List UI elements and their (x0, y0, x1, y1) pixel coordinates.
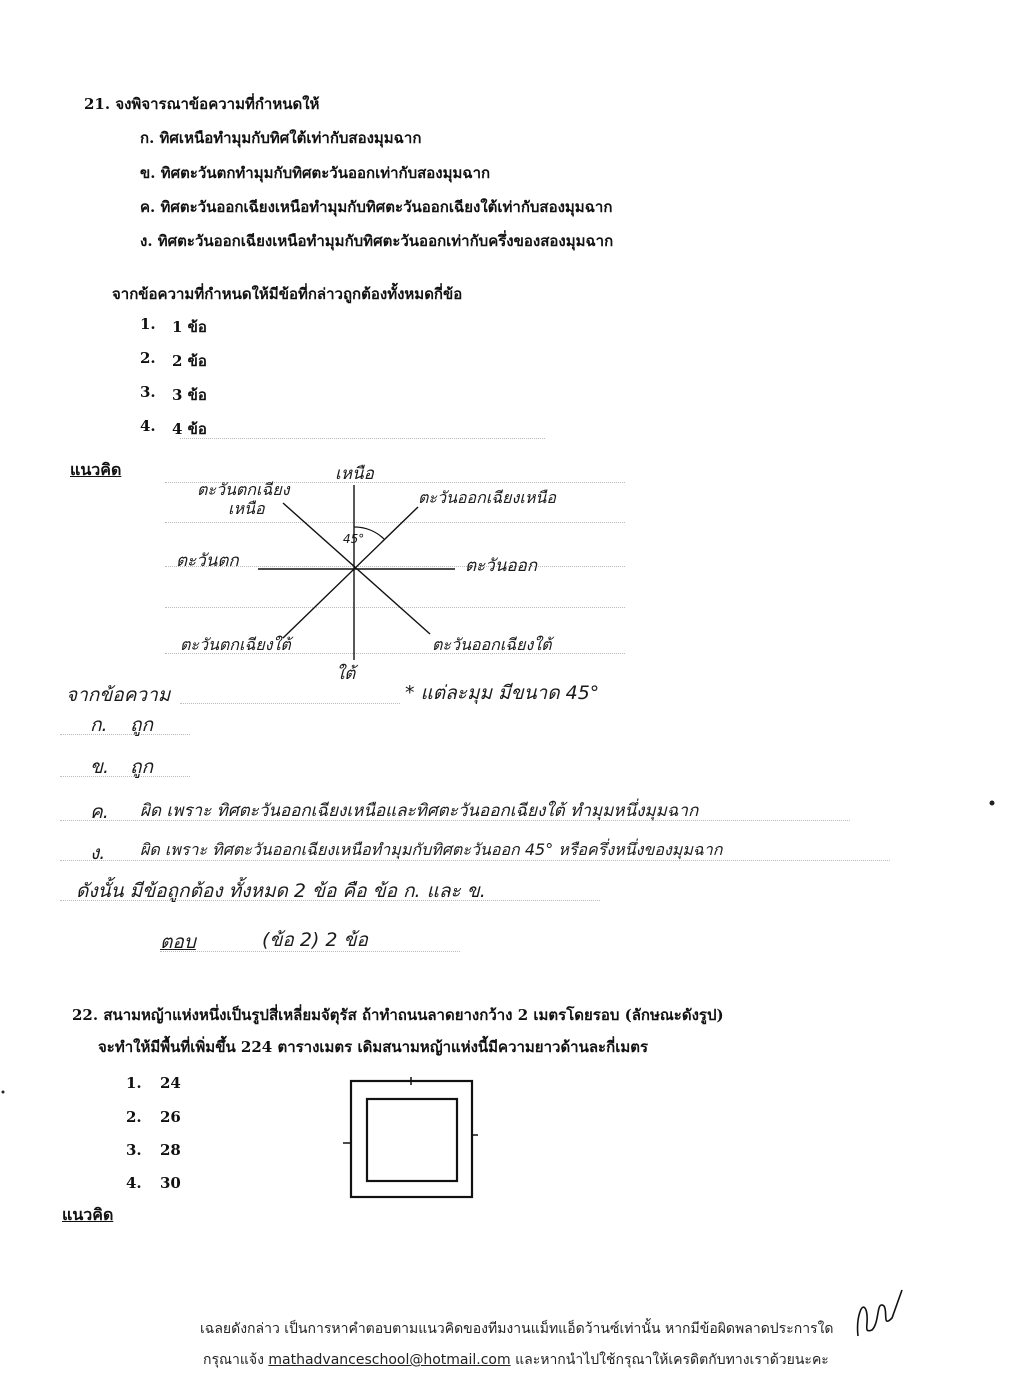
q22-approach-label: แนวคิด (62, 1205, 114, 1224)
work-label: ง. (90, 842, 106, 864)
work-text: ผิด เพราะ ทิศตะวันออกเฉียงเหนือและทิศตะวันออกเฉียงใต้ ทำมุมหนึ่งมุมฉาก (140, 801, 699, 821)
q21-statement: ก. ทิศเหนือทำมุมกับทิศใต้เท่ากับสองมุมฉาก (140, 129, 422, 147)
work-text: ถูก (130, 714, 154, 736)
work-label: ข. (90, 756, 110, 778)
q21-statement: ค. ทิศตะวันออกเฉียงเหนือทำมุมกับทิศตะวันออกเฉียงใต้เท่ากับสองมุมฉาก (140, 198, 613, 216)
q21-option-text: 3 ข้อ (172, 386, 207, 404)
footer-contact-post: และหากนำไปใช้กรุณาให้เครดิตกับทางเราด้วยนะคะ (515, 1352, 829, 1368)
southeast-label: ตะวันออกเฉียงใต้ (432, 635, 552, 654)
footer-contact-pre: กรุณาแจ้ง (203, 1352, 264, 1368)
q21-option-num: 2. (140, 349, 156, 367)
north-label: เหนือ (335, 464, 374, 484)
q21-option-num: 1. (140, 315, 156, 333)
northwest-label: ตะวันตกเฉียง (197, 480, 290, 499)
q21-statement: ข. ทิศตะวันตกทำมุมกับทิศตะวันออกเท่ากับสองมุมฉาก (140, 164, 491, 182)
angle-note: * แต่ละมุม มีขนาด 45° (405, 682, 600, 704)
q22-option-text: 26 (160, 1108, 181, 1126)
answer-text: (ข้อ 2) 2 ข้อ (262, 929, 368, 951)
q21-title: 21. จงพิจารณาข้อความที่กำหนดให้ (84, 95, 320, 113)
q22-option-num: 1. (126, 1074, 142, 1092)
q22-title: 22. สนามหญ้าแห่งหนึ่งเป็นรูปสี่เหลี่ยมจัตุรัส ถ้าทำถนนลาดยางกว้าง 2 เมตรโดยรอบ (ลักษณะดังรูป) (72, 1006, 724, 1024)
q22-option-text: 28 (160, 1141, 181, 1159)
southwest-label: ตะวันตกเฉียงใต้ (180, 635, 291, 654)
q22-option-text: 30 (160, 1174, 181, 1192)
q22-title: จะทำให้มีพื้นที่เพิ่มขึ้น 224 ตารางเมตร เดิมสนามหญ้าแห่งนี้มีความยาวด้านละกี่เมตร (98, 1038, 649, 1056)
east-label: ตะวันออก (465, 556, 538, 576)
northeast-label: ตะวันออกเฉียงเหนือ (418, 488, 556, 507)
q21-approach-label: แนวคิด (70, 460, 122, 479)
q21-option-text: 4 ข้อ (172, 420, 207, 438)
q22-option-text: 24 (160, 1074, 181, 1092)
answer-label: ตอบ (160, 931, 196, 953)
q21-option-num: 4. (140, 417, 156, 435)
south-label: ใต้ (336, 664, 356, 684)
west-label: ตะวันตก (176, 551, 239, 571)
work-label: ก. (90, 714, 108, 736)
email-link[interactable]: mathadvanceschool@hotmail.com (268, 1352, 511, 1368)
q22-option-num: 3. (126, 1141, 142, 1159)
work-text: ผิด เพราะ ทิศตะวันออกเฉียงเหนือทำมุมกับทิศตะวันออก 45° หรือครึ่งหนึ่งของมุมฉาก (140, 840, 723, 859)
q21-option-text: 2 ข้อ (172, 352, 207, 370)
q21-option-num: 3. (140, 383, 156, 401)
footer-note: เฉลยดังกล่าว เป็นการหาคำตอบตามแนวคิดของทีมงานแม็ทแอ็ดว้านซ์เท่านั้น หากมีข้อผิดพลาดประการใด (200, 1321, 834, 1337)
northwest-label: เหนือ (228, 499, 265, 518)
q21-statement: ง. ทิศตะวันออกเฉียงเหนือทำมุมกับทิศตะวันออกเท่ากับครึ่งของสองมุมฉาก (140, 232, 614, 250)
q22-option-num: 2. (126, 1108, 142, 1126)
q21-question: จากข้อความที่กำหนดให้มีข้อที่กล่าวถูกต้องทั้งหมดกี่ข้อ (112, 285, 463, 303)
work-intro: จากข้อความ (66, 684, 171, 706)
q21-option-text: 1 ข้อ (172, 318, 207, 336)
angle-label: 45° (343, 532, 365, 546)
work-label: ค. (90, 801, 109, 823)
q22-option-num: 4. (126, 1174, 142, 1192)
work-text: ถูก (130, 756, 154, 778)
work-conclusion: ดังนั้น มีข้อถูกต้อง ทั้งหมด 2 ข้อ คือ ข้อ ก. และ ข. (76, 880, 486, 902)
